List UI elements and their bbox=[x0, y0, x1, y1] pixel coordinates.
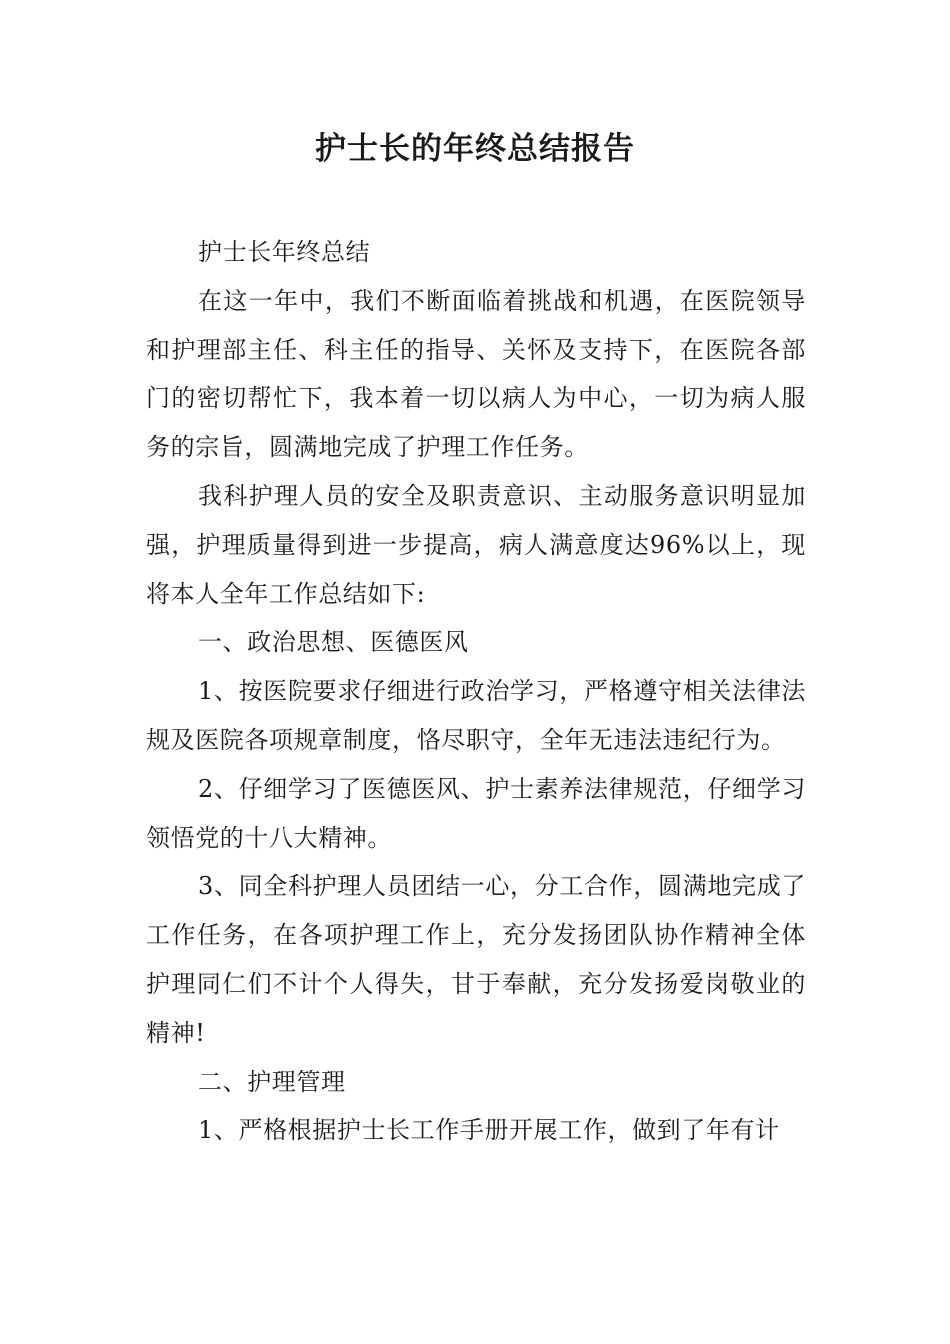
paragraph-item-3: 3、同全科护理人员团结一心，分工合作，圆满地完成了工作任务，在各项护理工作上，充分发扬团队协作精神全体护理同仁们不计个人得失，甘于奉献，充分发扬爱岗敬业的精神! bbox=[146, 872, 806, 1047]
paragraph-management-1: 1、严格根据护士长工作手册开展工作，做到了年有计 bbox=[198, 1116, 780, 1145]
section-heading-management: 二、护理管理 bbox=[198, 1067, 346, 1096]
paragraph-subtitle: 护士长年终总结 bbox=[198, 238, 371, 266]
document-title: 护士长的年终总结报告 bbox=[315, 131, 635, 167]
paragraph-intro: 在这一年中，我们不断面临着挑战和机遇，在医院领导和护理部主任、科主任的指导、关怀及支持下，在医院各部门的密切帮忙下，我本着一切以病人为中心，一切为病人服务的宗旨，圆满地完成了护理工作任务。 bbox=[146, 286, 806, 462]
paragraph-item-2: 2、仔细学习了医德医风、护士素养法律规范，仔细学习领悟党的十八大精神。 bbox=[146, 774, 806, 852]
paragraph-summary: 我科护理人员的安全及职责意识、主动服务意识明显加强，护理质量得到进一步提高，病人满意度达96%以上，现将本人全年工作总结如下: bbox=[146, 481, 806, 608]
paragraph-item-1: 1、按医院要求仔细进行政治学习，严格遵守相关法律法规及医院各项规章制度，恪尽职守，全年无违法违纪行为。 bbox=[146, 677, 806, 754]
section-heading-politics: 一、政治思想、医德医风 bbox=[198, 628, 469, 657]
document-body bbox=[146, 228, 806, 1155]
